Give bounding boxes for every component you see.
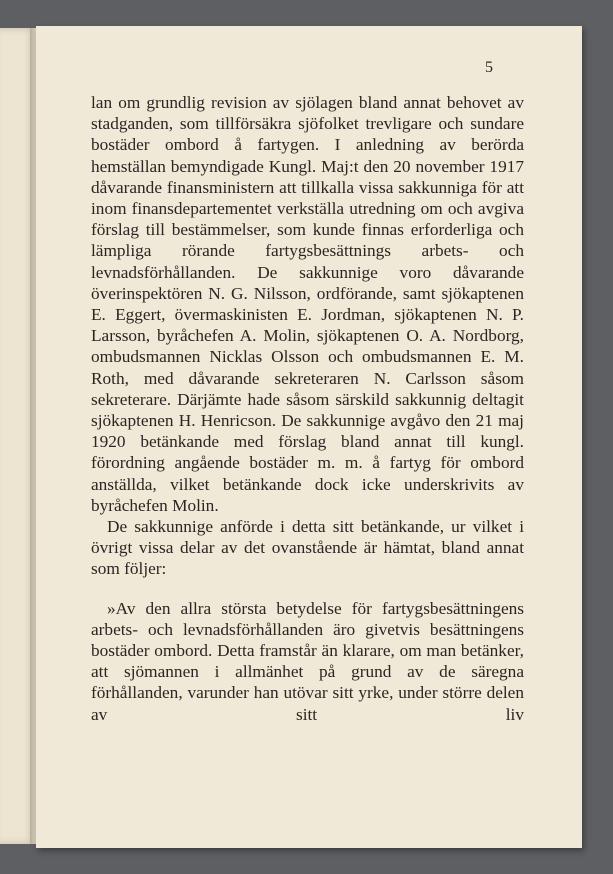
paragraph-3: »Av den allra största betydelse för fartygsbesättningens arbets- och levnadsförhållanden äro givetvis besättningens bostäder ombord. Detta framstår än klarare, om man betänker, att sjömannen i allmänhet på grund av de säregna förhållanden, varunder han utövar sitt yrke, under större delen av sitt liv: [91, 598, 524, 724]
book-page: [36, 26, 582, 848]
paragraph-2: De sakkunnige anförde i detta sitt betänkande, ur vilket i övrigt vissa delar av det ovanstående är hämtat, bland annat som följer:: [91, 517, 524, 579]
body-text: [91, 92, 524, 725]
page-number: 5: [485, 59, 493, 76]
paragraph-1: lan om grundlig revision av sjölagen bland annat behovet av stadganden, som tillförsäkra sjöfolket trevligare och sundare bostäder ombord å fartygen. I anledning av berörda hemställan bemyndigade Kungl. Maj:t den 20 november 1917 dåvarande finansministern att tillkalla vissa sakkunniga för att inom finansdepartementet verkställa utredning om och avgiva förslag till bestämmelser, som kunde finnas erforderliga och lämpliga rörande fartygsbesättnings arbets- och levnadsförhållanden. De sakkunnige voro dåvarande överinspektören N. G. Nilsson, ordförande, samt sjökaptenen E. Eggert, övermaskinisten E. Jordman, sjökaptenen N. P. Larsson, byråchefen A. Molin, sjökaptenen O. A. Nordborg, ombudsmannen Nicklas Olsson och ombudsmannen E. M. Roth, med dåvarande sekreteraren N. Carlsson såsom sekreterare. Därjämte hade såsom särskild sakkunnig deltagit sjökaptenen H. Henricson. De sakkunnige avgåvo den 21 maj 1920 betänkande med förslag bland annat till kungl. förordning angående bostäder m. m. å fartyg för ombord anställda, vilket betänkande dock icke underskrivits av byråchefen Molin.: [91, 93, 524, 515]
paragraph-gap: [91, 580, 524, 598]
